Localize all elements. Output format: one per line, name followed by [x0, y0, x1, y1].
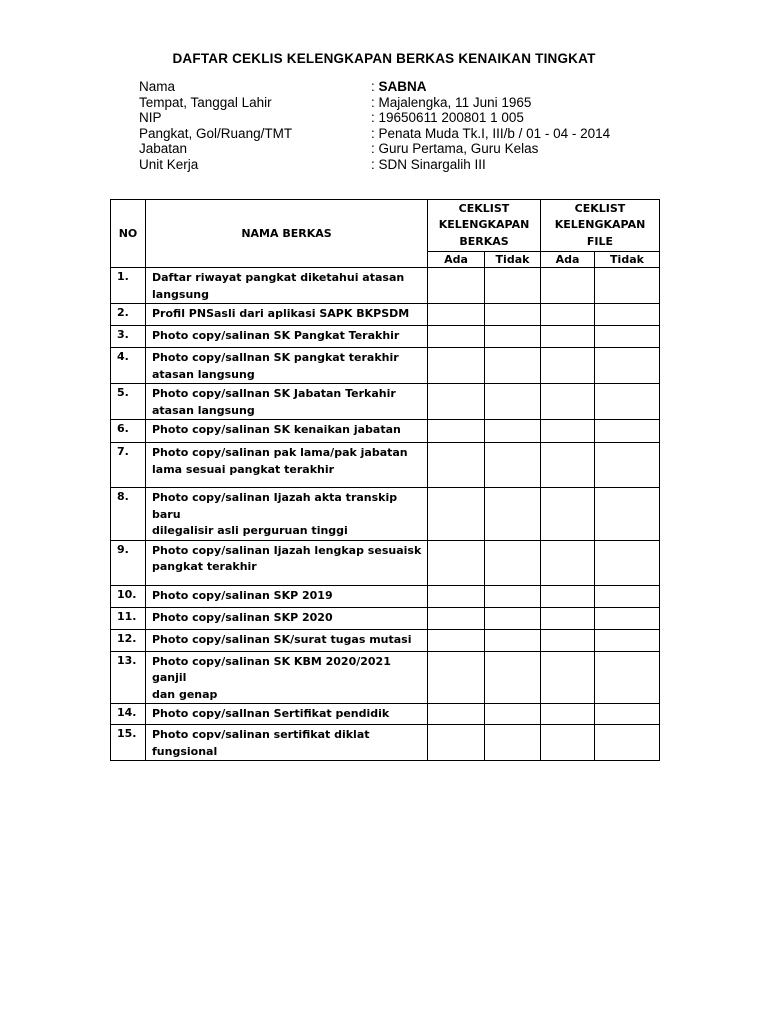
header-file-tidak: Tidak [595, 252, 660, 268]
berkas-tidak-cell[interactable] [485, 326, 541, 348]
berkas-name-line: dan genap [152, 687, 218, 701]
berkas-name [146, 384, 428, 420]
berkas-ada-cell[interactable] [428, 384, 485, 420]
row-number: 7. [111, 443, 146, 488]
berkas-ada-cell[interactable] [428, 420, 485, 443]
berkas-ada-cell[interactable] [428, 607, 485, 629]
berkas-ada-cell[interactable] [428, 540, 485, 585]
berkas-tidak-cell[interactable] [485, 607, 541, 629]
table-row [111, 704, 660, 725]
header-file-ada: Ada [541, 252, 595, 268]
file-ada-cell[interactable] [541, 704, 595, 725]
file-tidak-cell[interactable] [595, 704, 660, 725]
berkas-ada-cell[interactable] [428, 488, 485, 541]
info-value: : SDN Sinargalih III [371, 156, 486, 172]
berkas-name [146, 443, 428, 488]
table-row [111, 725, 660, 761]
row-number: 9. [111, 540, 146, 585]
berkas-tidak-cell[interactable] [485, 585, 541, 607]
table-row [111, 629, 660, 651]
table-row [111, 384, 660, 420]
info-label: Tempat, Tanggal Lahir [139, 94, 272, 110]
berkas-name-line: Photo copy/salinan Ijazah lengkap sesuaisk [152, 543, 422, 557]
table-row [111, 540, 660, 585]
table-row [111, 348, 660, 384]
file-tidak-cell[interactable] [595, 420, 660, 443]
table-row [111, 585, 660, 607]
berkas-name-line: Photo copy/salinan Ijazah akta transkip baru [152, 491, 398, 521]
berkas-name-line: dilegalisir asli perguruan tinggi [152, 524, 348, 537]
file-ada-cell[interactable] [541, 326, 595, 348]
file-ada-cell[interactable] [541, 304, 595, 326]
employee-info [139, 79, 610, 172]
file-tidak-cell[interactable] [595, 268, 660, 304]
row-number: 12. [111, 629, 146, 651]
berkas-name-line: langsung [152, 287, 209, 301]
berkas-name-line: Photo copy/salinan SK Pangkat Terakhir [152, 329, 400, 342]
info-value: : Penata Muda Tk.I, III/b / 01 - 04 - 2014 [371, 125, 611, 141]
file-tidak-cell[interactable] [595, 651, 660, 704]
berkas-ada-cell[interactable] [428, 348, 485, 384]
berkas-name [146, 326, 428, 348]
row-number: 6. [111, 420, 146, 443]
header-berkas-tidak: Tidak [485, 252, 541, 268]
info-value: : SABNA [371, 79, 427, 94]
berkas-ada-cell[interactable] [428, 304, 485, 326]
table-row [111, 326, 660, 348]
berkas-name-line: Photo copy/sallnan SK pangkat terakhir [152, 351, 399, 364]
berkas-tidak-cell[interactable] [485, 348, 541, 384]
file-ada-cell[interactable] [541, 348, 595, 384]
berkas-name-line: Photo copy/sallnan Sertifikat pendidik [152, 707, 390, 720]
table-row [111, 443, 660, 488]
info-row-unit-kerja [139, 157, 610, 173]
info-label: NIP [139, 110, 162, 125]
berkas-name [146, 629, 428, 651]
header-ceklist-berkas: CEKLIST KELENGKAPAN BERKAS [428, 200, 541, 252]
row-number: 4. [111, 348, 146, 384]
file-ada-cell[interactable] [541, 651, 595, 704]
info-label: Jabatan [139, 141, 188, 156]
berkas-ada-cell[interactable] [428, 629, 485, 651]
info-label: Nama [139, 79, 176, 94]
row-number: 8. [111, 488, 146, 541]
info-label: Unit Kerja [139, 156, 199, 172]
file-ada-cell[interactable] [541, 540, 595, 585]
berkas-name-line: Profil PNSasli dari aplikasi SAPK BKPSDM [152, 307, 410, 320]
file-tidak-cell[interactable] [595, 304, 660, 326]
file-ada-cell[interactable] [541, 420, 595, 443]
row-number: 13. [111, 651, 146, 704]
row-number: 1. [111, 268, 146, 304]
document-title: DAFTAR CEKLIS KELENGKAPAN BERKAS KENAIKAN TINGKAT [172, 51, 596, 66]
berkas-tidak-cell[interactable] [485, 384, 541, 420]
table-row [111, 488, 660, 541]
berkas-ada-cell[interactable] [428, 704, 485, 725]
berkas-name [146, 725, 428, 761]
berkas-name-line: Daftar riwayat pangkat diketahui atasan [152, 271, 405, 284]
berkas-name [146, 304, 428, 326]
header-no: NO [111, 200, 146, 268]
berkas-name [146, 488, 428, 541]
file-tidak-cell[interactable] [595, 585, 660, 607]
berkas-name-line: Photo copy/salinan SK KBM 2020/2021 ganjil [152, 654, 391, 684]
file-tidak-cell[interactable] [595, 348, 660, 384]
row-number: 15. [111, 725, 146, 761]
berkas-tidak-cell[interactable] [485, 488, 541, 541]
info-value: : Guru Pertama, Guru Kelas [371, 141, 539, 156]
file-tidak-cell[interactable] [595, 629, 660, 651]
berkas-name-line: Photo copv/salinan sertifikat diklat fungsional [152, 728, 370, 758]
file-ada-cell[interactable] [541, 268, 595, 304]
berkas-name [146, 585, 428, 607]
file-ada-cell[interactable] [541, 607, 595, 629]
info-row-jabatan [139, 141, 610, 157]
table-row [111, 420, 660, 443]
berkas-name [146, 268, 428, 304]
berkas-tidak-cell[interactable] [485, 443, 541, 488]
file-ada-cell[interactable] [541, 488, 595, 541]
berkas-tidak-cell[interactable] [485, 268, 541, 304]
berkas-tidak-cell[interactable] [485, 651, 541, 704]
berkas-name [146, 651, 428, 704]
berkas-name-line: pangkat terakhir [152, 560, 257, 573]
info-value: : Majalengka, 11 Juni 1965 [371, 94, 532, 110]
berkas-ada-cell[interactable] [428, 443, 485, 488]
berkas-name [146, 540, 428, 585]
file-ada-cell[interactable] [541, 443, 595, 488]
berkas-ada-cell[interactable] [428, 268, 485, 304]
berkas-tidak-cell[interactable] [485, 725, 541, 761]
checklist-table [110, 199, 660, 761]
berkas-ada-cell[interactable] [428, 326, 485, 348]
file-tidak-cell[interactable] [595, 443, 660, 488]
berkas-name [146, 348, 428, 384]
info-label: Pangkat, Gol/Ruang/TMT [139, 125, 293, 141]
file-ada-cell[interactable] [541, 725, 595, 761]
berkas-tidak-cell[interactable] [485, 304, 541, 326]
berkas-ada-cell[interactable] [428, 651, 485, 704]
berkas-name-line: Photo copy/sallnan SK Jabatan Terkahir [152, 387, 396, 400]
file-ada-cell[interactable] [541, 384, 595, 420]
file-ada-cell[interactable] [541, 585, 595, 607]
table-row [111, 268, 660, 304]
file-tidak-cell[interactable] [595, 540, 660, 585]
header-nama-berkas: NAMA BERKAS [146, 200, 428, 268]
berkas-name [146, 607, 428, 629]
berkas-name-line: atasan langsung [152, 367, 255, 381]
file-tidak-cell[interactable] [595, 725, 660, 761]
info-row-nip [139, 110, 610, 126]
berkas-name-line: Photo copy/salinan SKP 2019 [152, 588, 333, 602]
berkas-tidak-cell[interactable] [485, 629, 541, 651]
file-tidak-cell[interactable] [595, 384, 660, 420]
berkas-name-line: Photo copy/salinan pak lama/pak jabatan [152, 446, 408, 459]
info-row-ttl [139, 95, 610, 111]
row-number: 2. [111, 304, 146, 326]
berkas-tidak-cell[interactable] [485, 704, 541, 725]
header-ceklist-file: CEKLIST KELENGKAPAN FILE [541, 200, 660, 252]
table-row [111, 607, 660, 629]
berkas-name [146, 420, 428, 443]
info-row-pangkat [139, 126, 610, 142]
header-berkas-ada: Ada [428, 252, 485, 268]
row-number: 3. [111, 326, 146, 348]
file-tidak-cell[interactable] [595, 326, 660, 348]
berkas-name-line: Photo copy/salinan SK/surat tugas mutasi [152, 632, 412, 646]
berkas-tidak-cell[interactable] [485, 420, 541, 443]
file-tidak-cell[interactable] [595, 488, 660, 541]
row-number: 10. [111, 585, 146, 607]
berkas-name-line: Photo copy/salinan SK kenaikan jabatan [152, 423, 401, 436]
row-number: 5. [111, 384, 146, 420]
berkas-ada-cell[interactable] [428, 585, 485, 607]
info-value: : 19650611 200801 1 005 [371, 110, 524, 125]
berkas-name-line: atasan langsung [152, 403, 255, 417]
row-number: 11. [111, 607, 146, 629]
berkas-name-line: lama sesuai pangkat terakhir [152, 462, 335, 476]
row-number: 14. [111, 704, 146, 725]
table-row [111, 304, 660, 326]
berkas-name-line: Photo copy/salinan SKP 2020 [152, 610, 333, 624]
berkas-tidak-cell[interactable] [485, 540, 541, 585]
info-row-nama [139, 79, 610, 95]
table-row [111, 651, 660, 704]
file-tidak-cell[interactable] [595, 607, 660, 629]
berkas-name [146, 704, 428, 725]
file-ada-cell[interactable] [541, 629, 595, 651]
berkas-ada-cell[interactable] [428, 725, 485, 761]
